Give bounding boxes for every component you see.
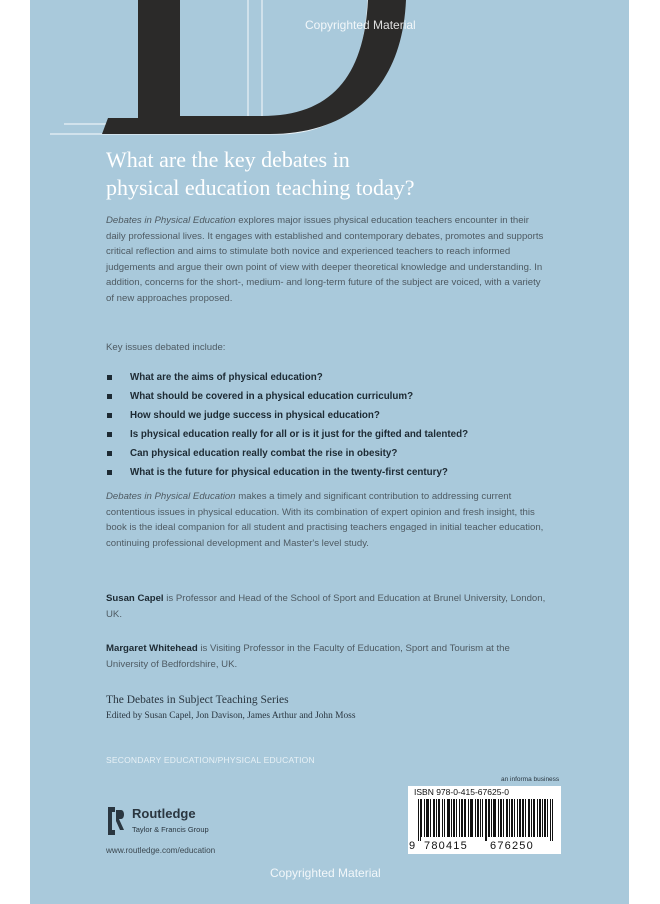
barcode-bar [494, 799, 495, 837]
barcode-bar [539, 799, 540, 837]
barcode-bar [511, 799, 512, 837]
barcode-bar [500, 799, 501, 837]
routledge-logo-icon [106, 806, 126, 836]
barcode-bar [485, 799, 486, 841]
barcode-bar [436, 799, 437, 837]
barcode-bar [449, 799, 450, 837]
barcode-bar [472, 799, 473, 837]
key-issue-item: What is the future for physical education in the twenty-first century? [106, 463, 556, 482]
headline-line-1: What are the key debates in [106, 147, 350, 172]
barcode-bar [420, 799, 421, 841]
closing-paragraph [106, 489, 546, 551]
barcode-bar [540, 799, 541, 837]
author-bio-whitehead [106, 641, 546, 672]
author-name: Margaret Whitehead [106, 643, 198, 654]
barcode-bar [533, 799, 534, 837]
headline-line-2: physical education teaching today? [106, 175, 415, 200]
barcode-bar [501, 799, 502, 837]
intro-text: explores major issues physical education teachers encounter in their daily professional lives. It engages with established and contemporary debates, promotes and supports critical reflection and aims to stimulate both novice and experienced teachers to reach informed judgements and argue their own point of view with deeper theoretical knowledge and understanding. In addition, concerns for the short-, medium- and long-term future of the subject are voiced, with a variety of new approaches proposed. [106, 215, 544, 304]
key-issue-item: Is physical education really for all or is it just for the gifted and talented? [106, 425, 556, 444]
back-cover [30, 0, 629, 904]
series-title: The Debates in Subject Teaching Series [106, 694, 289, 706]
barcode-bar [529, 799, 530, 837]
key-issues-list [106, 368, 556, 482]
series-editors: Edited by Susan Capel, Jon Davison, James Arthur and John Moss [106, 711, 356, 721]
barcode-bar [444, 799, 445, 837]
barcode-bar [451, 799, 452, 837]
barcode-bar [462, 799, 463, 837]
headline [106, 146, 546, 202]
barcode-bar [547, 799, 548, 837]
barcode-bar [488, 799, 489, 837]
barcode-bar [480, 799, 481, 837]
barcode-bar [498, 799, 499, 837]
barcode-bar [482, 799, 483, 837]
barcode-bar [465, 799, 466, 837]
key-issues-intro: Key issues debated include: [106, 342, 226, 353]
barcode-bar [545, 799, 546, 837]
barcode-bar [438, 799, 439, 837]
watermark-bottom: Copyrighted Material [270, 866, 381, 880]
barcode-bar [552, 799, 553, 841]
subject-category: SECONDARY EDUCATION/PHYSICAL EDUCATION [106, 755, 315, 765]
barcode-bar [525, 799, 526, 837]
barcode-bar [544, 799, 545, 837]
barcode-bar [456, 799, 457, 837]
closing-book-title: Debates in Physical Education [106, 491, 236, 502]
barcode-bar [470, 799, 471, 837]
author-name: Susan Capel [106, 593, 164, 604]
barcode-bar [418, 799, 419, 841]
watermark-top: Copyrighted Material [305, 18, 416, 32]
barcode-bar [448, 799, 449, 837]
barcode-bar [433, 799, 434, 837]
author-bio-text: is Visiting Professor in the Faculty of Education, Sport and Tourism at the University of Bedfordshire, UK. [106, 643, 510, 670]
key-issue-item: What are the aims of physical education? [106, 368, 556, 387]
barcode-bar [468, 799, 469, 837]
barcode-bar [542, 799, 543, 837]
key-issue-item: Can physical education really combat the rise in obesity? [106, 444, 556, 463]
barcode-bar [550, 799, 551, 841]
key-issue-item: How should we judge success in physical education? [106, 406, 556, 425]
barcode-bar [424, 799, 425, 837]
barcode-bar [520, 799, 521, 837]
barcode-bar [512, 799, 513, 837]
barcode-bar [461, 799, 462, 837]
barcode-bar [517, 799, 518, 837]
ean-group-1: 780415 [424, 840, 468, 852]
barcode-bar [507, 799, 508, 837]
author-bio-capel [106, 591, 546, 622]
publisher-name: Routledge [132, 806, 196, 821]
barcode-bar [447, 799, 448, 837]
barcode-bar [421, 799, 422, 837]
key-issue-item: What should be covered in a physical education curriculum? [106, 387, 556, 406]
barcode-bar [534, 799, 535, 837]
barcode-bar [519, 799, 520, 837]
ean-first-digit: 9 [409, 840, 416, 852]
isbn-text: ISBN 978-0-415-67625-0 [414, 787, 509, 797]
barcode-bar [454, 799, 455, 837]
barcode-bar [453, 799, 454, 837]
publisher-group: Taylor & Francis Group [132, 825, 209, 834]
barcode-bar [478, 799, 479, 837]
barcode-bar [464, 799, 465, 837]
barcode-bars [418, 799, 554, 841]
barcode-bar [426, 799, 427, 837]
barcode-bar [477, 799, 478, 837]
barcode-bar [475, 799, 476, 837]
barcode-bar [523, 799, 524, 837]
barcode-bar [493, 799, 494, 837]
barcode-bar [486, 799, 487, 841]
barcode-bar [522, 799, 523, 837]
publisher-website: www.routledge.com/education [106, 846, 216, 855]
barcode-bar [434, 799, 435, 837]
intro-book-title: Debates in Physical Education [106, 215, 236, 226]
barcode-bar [528, 799, 529, 837]
barcode-bar [495, 799, 496, 837]
barcode-bar [531, 799, 532, 837]
barcode-bar [471, 799, 472, 837]
ean-group-2: 676250 [490, 840, 534, 852]
closing-text: makes a timely and significant contribution to addressing current contentious issues in physical education. With its combination of expert opinion and fresh insight, this book is the ideal companion for all student and practising teachers engaged in initial teacher education, continuing professional development and Master's level study. [106, 491, 544, 549]
isbn-barcode [408, 786, 561, 854]
barcode-bar [439, 799, 440, 837]
intro-paragraph [106, 213, 546, 307]
barcode-bar [427, 799, 428, 837]
barcode-bar [537, 799, 538, 837]
barcode-bar [503, 799, 504, 837]
barcode-bar [514, 799, 515, 837]
barcode-bar [489, 799, 490, 837]
barcode-bar [491, 799, 492, 837]
barcode-bar [509, 799, 510, 837]
barcode-bar [428, 799, 429, 837]
informa-tagline: an informa business [501, 776, 560, 783]
barcode-bar [442, 799, 443, 837]
barcode-bar [430, 799, 431, 837]
barcode-bar [459, 799, 460, 837]
author-bio-text: is Professor and Head of the School of Sport and Education at Brunel University, London, UK. [106, 593, 546, 620]
barcode-bar [506, 799, 507, 837]
